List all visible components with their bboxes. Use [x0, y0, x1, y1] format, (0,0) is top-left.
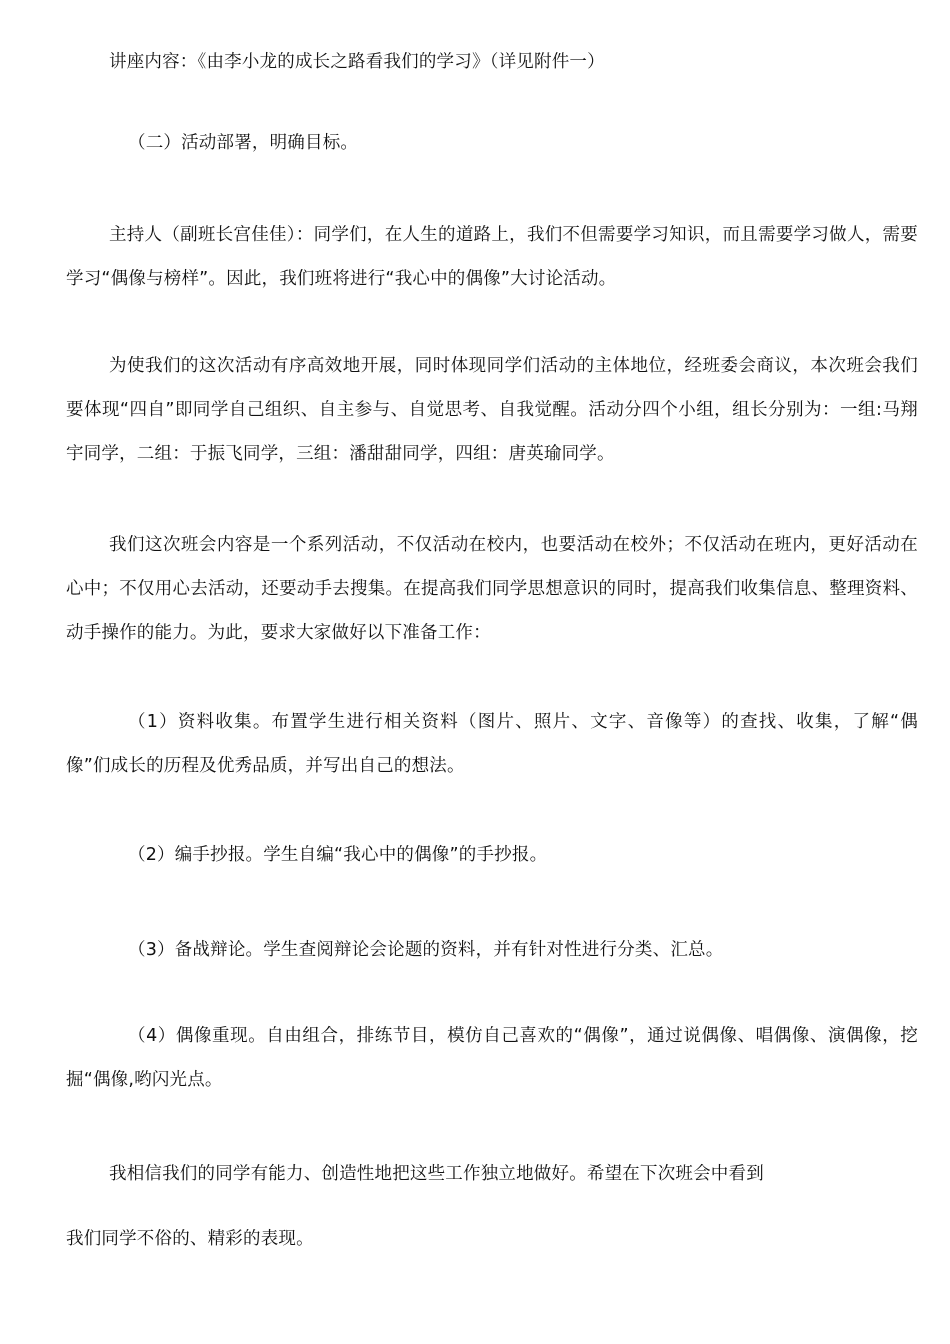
closing-paragraph-line1: 我相信我们的同学有能力、创造性地把这些工作独立地做好。希望在下次班会中看到 — [109, 1164, 764, 1184]
task-item-2: （2）编手抄报。学生自编“我心中的偶像”的手抄报。 — [128, 845, 548, 865]
task-item-1: （1）资料收集。布置学生进行相关资料（图片、照片、文字、音像等）的查找、收集，了解“偶像”们成长的历程及优秀品质，并写出自己的想法。 — [66, 712, 918, 776]
section-heading: （二）活动部署，明确目标。 — [128, 133, 359, 153]
host-speech-paragraph: 主持人（副班长宫佳佳）：同学们，在人生的道路上，我们不但需要学习知识，而且需要学习做人，需要学习“偶像与榜样”。因此，我们班将进行“我心中的偶像”大讨论活动。 — [66, 225, 918, 289]
task-item-4: （4）偶像重现。自由组合，排练节目，模仿自己喜欢的“偶像”，通过说偶像、唱偶像、演偶像，挖掘“偶像,哟闪光点。 — [66, 1026, 918, 1090]
lecture-content-paragraph: 讲座内容：《由李小龙的成长之路看我们的学习》（详见附件一） — [109, 52, 605, 72]
activity-organization-paragraph: 为使我们的这次活动有序高效地开展，同时体现同学们活动的主体地位，经班委会商议，本次班会我们要体现“四自”即同学自己组织、自主参与、自觉思考、自我觉醒。活动分四个小组，组长分别为：一组:马翔宇同学，二组：于振飞同学，三组：潘甜甜同学，四组：唐英瑜同学。 — [66, 356, 918, 464]
activity-content-paragraph: 我们这次班会内容是一个系列活动，不仅活动在校内，也要活动在校外；不仅活动在班内，更好活动在心中；不仅用心去活动，还要动手去搜集。在提高我们同学思想意识的同时，提高我们收集信息、整理资料、动手操作的能力。为此，要求大家做好以下准备工作： — [66, 535, 918, 643]
task-item-3: （3）备战辩论。学生查阅辩论会论题的资料，并有针对性进行分类、汇总。 — [128, 940, 724, 960]
closing-paragraph-line2: 我们同学不俗的、精彩的表现。 — [66, 1229, 314, 1249]
